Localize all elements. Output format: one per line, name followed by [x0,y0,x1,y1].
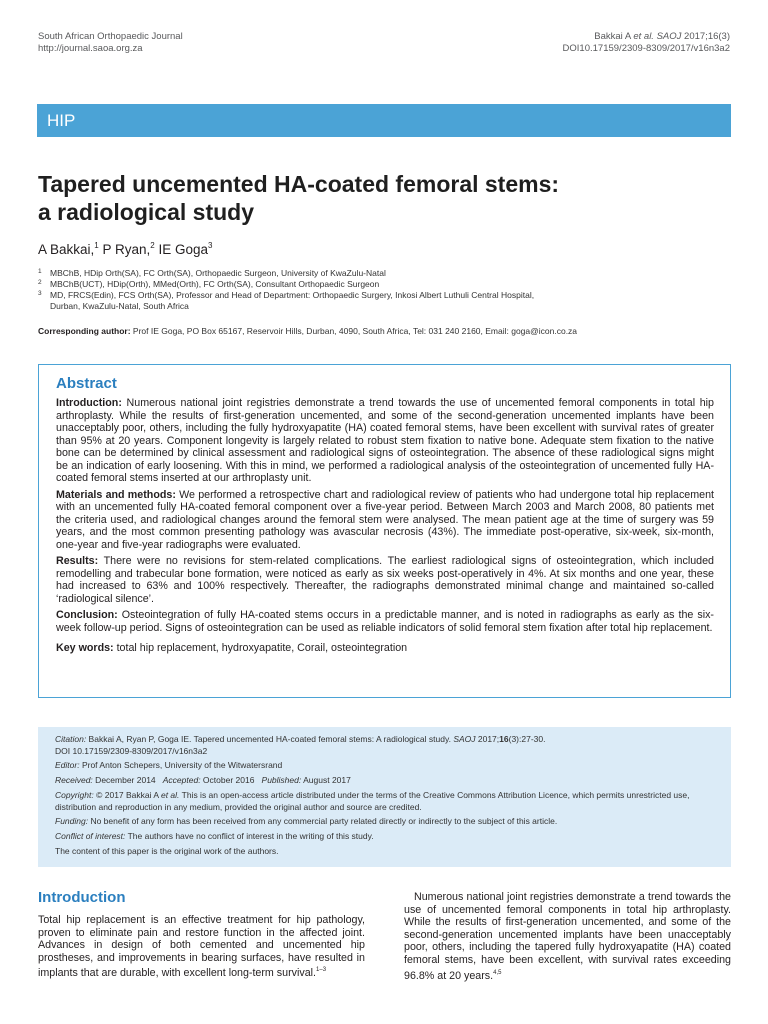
corresponding-label: Corresponding author: [38,326,131,336]
affiliation-number: 2 [38,279,42,286]
introduction-paragraph-1: Total hip replacement is an effective treatment for hip pathology, proven to eliminate pain and restore function in the affected joint. Advances in design of both cemented and uncemented hip prostheses, and improvements in bearing surfaces, have resulted in implants that are durable, with excellent long-term survival.$^{1-3}$ [38,914,365,980]
affiliation-item [38,290,738,312]
affiliation-text: MBChB(UCT), HDip(Orth), MMed(Orth), FC Orth(SA), Consultant Orthopaedic Surgeon [50,279,380,289]
body-column-left [38,888,365,980]
section-label-bar [37,104,731,137]
title-line-2: a radiological study [38,199,254,225]
title-line-1: Tapered uncemented HA-coated femoral stems: [38,171,560,197]
author-name: A Bakkai, [38,242,95,257]
author-list [38,238,212,258]
funding-line: Funding: No benefit of any form has been received from any commercial party related directly or indirectly to the subject of this article. [55,816,558,827]
running-header-right [563,31,730,55]
editor-line: Editor: Prof Anton Schepers, University of the Witwatersrand [55,760,283,771]
affiliation-number: 3 [38,290,42,297]
copyright-line: Copyright: © 2017 Bakkai A et al. This is an open-access article distributed under the terms of the Creative Commons Attribution Licence, which permits unrestricted use, distribution and reproduction in any medium, provided the original author and source are credited. [55,789,690,812]
introduction-paragraph-2: Numerous national joint registries demonstrate a trend towards the use of uncemented femoral components in total hip arthroplasty. While the results of first-generation uncemented, and some of the second-generation uncemented implants have been unacceptably poor, others, including the tapered fully hydroxyapatite (HA) coated femoral stems, have been excellent, with survival rates exceeding 96.8% at 20 years.$^{4,5}$ [404,891,731,982]
abstract-methods: Materials and methods: We performed a retrospective chart and radiological review of patients who had undergone total hip replacement with an uncemented fully HA-coated femoral component over a five-year period. Between March 2003 and March 2008, 80 patients met the criteria used, and radiological changes around the femoral stem were analysed. The mean patient age at the time of surgery was 59 years, and the most common presenting pathology was avascular necrosis (43%). The immediate post-operative, six-week, six-month, one-year and five-year radiographs were evaluated. [56,488,715,551]
citation-line: Citation: Bakkai A, Ryan P, Goga IE. Tapered uncemented HA-coated femoral stems: A radiological study. SAOJ 2017;16(3):27-30. DOI 10.17159/2309-8309/2017/v16n3a2 [55,734,546,756]
author-affil-sup: 1 [94,241,99,250]
author-affil-sup: 2 [150,241,155,250]
affiliation-text: MBChB, HDip Orth(SA), FC Orth(SA), Orthopaedic Surgeon, University of KwaZulu-Natal [50,268,386,278]
running-header-left [38,31,183,55]
affiliation-text: MD, FRCS(Edin), FCS Orth(SA), Professor and Head of Department: Orthopaedic Surgery, Inkosi Albert Luthuli Central Hospital, [50,290,535,300]
affiliation-item [38,268,738,279]
affiliation-list [38,268,738,312]
citation-doi: DOI 10.17159/2309-8309/2017/v16n3a2 [55,745,208,756]
abstract-results: Results: There were no revisions for stem-related complications. The earliest radiological signs of osteointegration, which included remodelling and trabecular bone formation, were noticed as early as six weeks post-operatively in 4%. At six months and one year, these had increased to 63% and 100% respectively. Thereafter, the radiographs demonstrated minimal change and maintained so-called ‘radiological silence’. [56,555,714,605]
conflict-line: Conflict of interest: The authors have no conflict of interest in the writing of this study. [55,830,374,841]
header-citation: Bakkai A et al. SAOJ 2017;16(3) [594,31,730,42]
affiliation-number: 1 [38,268,42,275]
journal-url[interactable]: http://journal.saoa.org.za [38,43,143,54]
corresponding-author [38,326,738,337]
introduction-heading: Introduction [38,889,126,906]
article-title [38,170,738,226]
author-name: IE Goga [158,242,209,257]
section-label: HIP [47,111,76,130]
affiliation-text-continued: Durban, KwaZulu-Natal, South Africa [50,301,189,311]
author-affil-sup: 3 [208,241,213,250]
dates-line: Received: December 2014 Accepted: October 2016 Published: August 2017 [55,775,351,786]
original-work-line: The content of this paper is the original work of the authors. [55,845,279,856]
abstract-conclusion: Conclusion: Osteointegration of fully HA-coated stems occurs in a predictable manner, and is noted in radiographs as early as the six-week follow-up period. Signs of osteointegration can be used as reliable indicators of solid femoral stem fixation after total hip replacement. [56,609,714,634]
citation-info-box [38,727,731,867]
body-column-right [404,891,731,982]
author-name: P Ryan, [102,242,151,257]
abstract-box [38,364,731,698]
abstract-introduction: Introduction: Numerous national joint registries demonstrate a trend towards the use of uncemented femoral components in total hip arthroplasty. While the results of first-generation uncemented, and some of the second-generation uncemented implants have been unacceptably poor, others, including the fully hydroxyapatite (HA) coated femoral stems, have been excellent with survival rates of greater than 95% at 20 years. Component longevity is largely related to robust stem fixation to native bone. Adequate stem fixation to the native bone can be determined by clinical assessment and radiological signs of osteointegration. The absence of these radiological signs might be an indication of early loosening. With this in mind, we performed a radiological analysis of the osteointegration of uncemented fully HA-coated femoral stems inserted at our arthroplasty unit. [56,397,714,484]
affiliation-item [38,279,738,290]
abstract-heading: Abstract [56,375,117,392]
header-doi: DOI10.17159/2309-8309/2017/v16n3a2 [562,43,730,54]
abstract-keywords: Key words: total hip replacement, hydroxyapatite, Corail, osteointegration [56,642,408,654]
journal-name: South African Orthopaedic Journal [38,31,183,42]
corresponding-text: Prof IE Goga, PO Box 65167, Reservoir Hills, Durban, 4090, South Africa, Tel: 031 240 2160, Email: goga@icon.co.za [130,326,578,336]
